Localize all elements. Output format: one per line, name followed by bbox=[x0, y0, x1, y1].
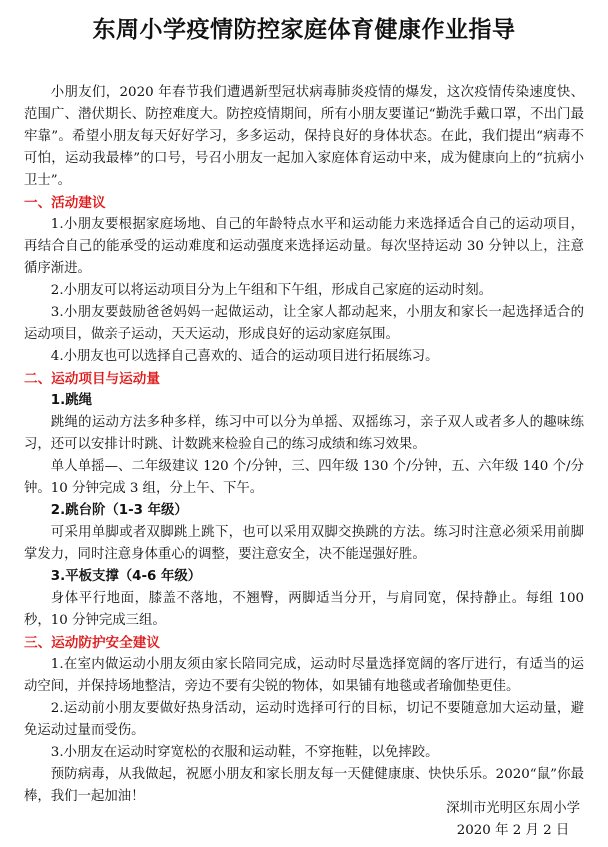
document-title: 东周小学疫情防控家庭体育健康作业指导 bbox=[92, 17, 516, 43]
safety-item-2: 2.运动前小朋友要做好热身活动，运动时选择可行的目标，切记不要随意加大运动量，避免运动过量而受伤。 bbox=[24, 701, 584, 738]
intro-paragraph: 小朋友们，2020 年春节我们遭遇新型冠状病毒肺炎疫情的爆发，这次疫情传染速度快、范围广、潜伏期长、防控难度大。防控疫情期间，所有小朋友要谨记“勤洗手戴口罩，不出门最牢靠”。希望小朋友每天好好学习，多多运动，保持良好的身体状态。在此，我们提出“病毒不可怕，运动我最棒”的口号，号召小朋友一起加入家庭体育运动中来，成为健康向上的“抗病小卫士”。 bbox=[24, 85, 584, 188]
jump-rope-paragraph-1: 跳绳的运动方法多种多样，练习中可以分为单摇、双摇练习，亲子双人或者多人的趣味练习，还可以安排计时跳、计数跳来检验自己的练习成绩和练习效果。 bbox=[24, 415, 584, 452]
section-heading-exercise-items: 二、运动项目与运动量 bbox=[24, 371, 160, 387]
suggestion-item-3: 3.小朋友要鼓励爸爸妈妈一起做运动，让全家人都动起来，小朋友和家长一起选择适合的运动项目，做亲子运动，天天运动，形成良好的运动家庭氛围。 bbox=[24, 305, 584, 342]
subheading-jump-rope: 1.跳绳 bbox=[50, 393, 92, 408]
subheading-step-jump: 2.跳台阶（1-3 年级） bbox=[50, 503, 188, 518]
step-jump-paragraph: 可采用单脚或者双脚跳上跳下，也可以采用双脚交换跳的方法。练习时注意必须采用前脚掌发力，同时注意身体重心的调整，要注意安全，决不能逞强好胜。 bbox=[24, 525, 584, 562]
safety-item-1: 1.在室内做运动小朋友须由家长陪同完成，运动时尽量选择宽阔的客厅进行，有适当的运动空间，并保持场地整洁，旁边不要有尖锐的物体，如果铺有地毯或者瑜伽垫更佳。 bbox=[24, 657, 584, 694]
jump-rope-paragraph-2: 单人单摇—、二年级建议 120 个/分钟，三、四年级 130 个/分钟，五、六年级 140 个/分钟。10 分钟完成 3 组，分上午、下午。 bbox=[24, 459, 584, 496]
signature-block bbox=[446, 798, 580, 842]
section-heading-safety: 三、运动防护安全建议 bbox=[24, 635, 160, 651]
plank-paragraph: 身体平行地面，膝盖不落地，不翘臀，两脚适当分开，与肩同宽，保持静止。每组 100 秒，10 分钟完成三组。 bbox=[24, 591, 584, 628]
suggestion-item-1: 1.小朋友要根据家庭场地、自己的年龄特点水平和运动能力来选择适合自己的运动项目，再结合自己的能承受的运动难度和运动强度来选择运动量。每次坚持运动 30 分钟以上，注意循序渐进。 bbox=[24, 217, 584, 276]
document-body bbox=[24, 82, 584, 808]
suggestion-item-2: 2.小朋友可以将运动项目分为上午组和下午组，形成自己家庭的运动时刻。 bbox=[50, 283, 493, 298]
section-heading-activity-suggestions: 一、活动建议 bbox=[24, 195, 106, 211]
safety-item-3: 3.小朋友在运动时穿宽松的衣服和运动鞋，不穿拖鞋，以免摔跤。 bbox=[50, 745, 439, 760]
signature-date: 2020 年 2 月 2 日 bbox=[456, 823, 570, 838]
subheading-plank: 3.平板支撑（4-6 年级） bbox=[50, 569, 202, 584]
signature-school: 深圳市光明区东周小学 bbox=[446, 801, 580, 816]
closing-paragraph: 预防病毒，从我做起，祝愿小朋友和家长朋友每一天健健康康、快快乐乐。2020“鼠”你最棒，我们一起加油！ bbox=[24, 767, 584, 804]
suggestion-item-4: 4.小朋友也可以选择自己喜欢的、适合的运动项目进行拓展练习。 bbox=[50, 349, 439, 364]
